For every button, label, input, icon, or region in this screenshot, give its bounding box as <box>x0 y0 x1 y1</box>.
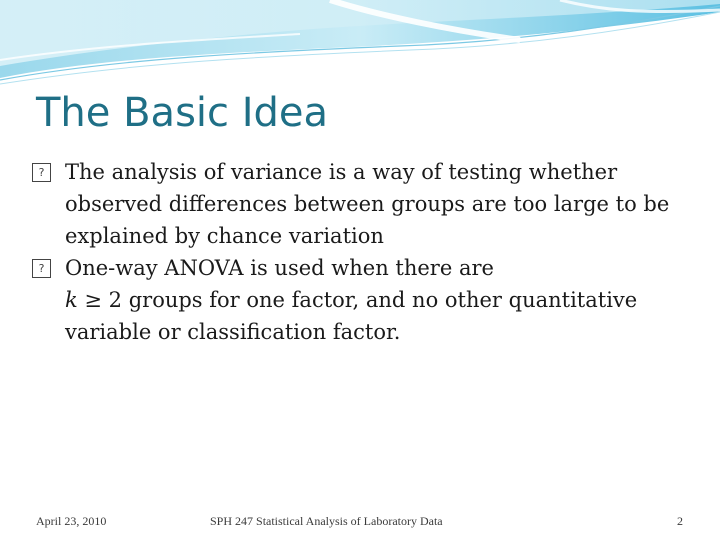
header-wave-decoration <box>0 0 720 90</box>
footer-page-number: 2 <box>677 514 683 528</box>
bullet-list <box>30 156 690 348</box>
bullet-item <box>30 252 690 348</box>
footer-date: April 23, 2010 <box>36 514 107 528</box>
bullet-text: One-way ANOVA is used when there are <box>65 256 494 280</box>
footer-course-title: SPH 247 Statistical Analysis of Laboratory Data <box>210 514 443 528</box>
bullet-text: The analysis of variance is a way of testing whether observed differences between groups are too large to be explained by chance variation <box>65 160 670 248</box>
bullet-text-continued: ≥ 2 groups for one factor, and no other quantitative variable or classification factor. <box>65 288 638 344</box>
bullet-marker-icon: ? <box>32 259 51 278</box>
bullet-item <box>30 156 690 252</box>
bullet-marker-icon: ? <box>32 163 51 182</box>
slide-title: The Basic Idea <box>36 90 329 136</box>
math-variable: k <box>65 288 78 312</box>
